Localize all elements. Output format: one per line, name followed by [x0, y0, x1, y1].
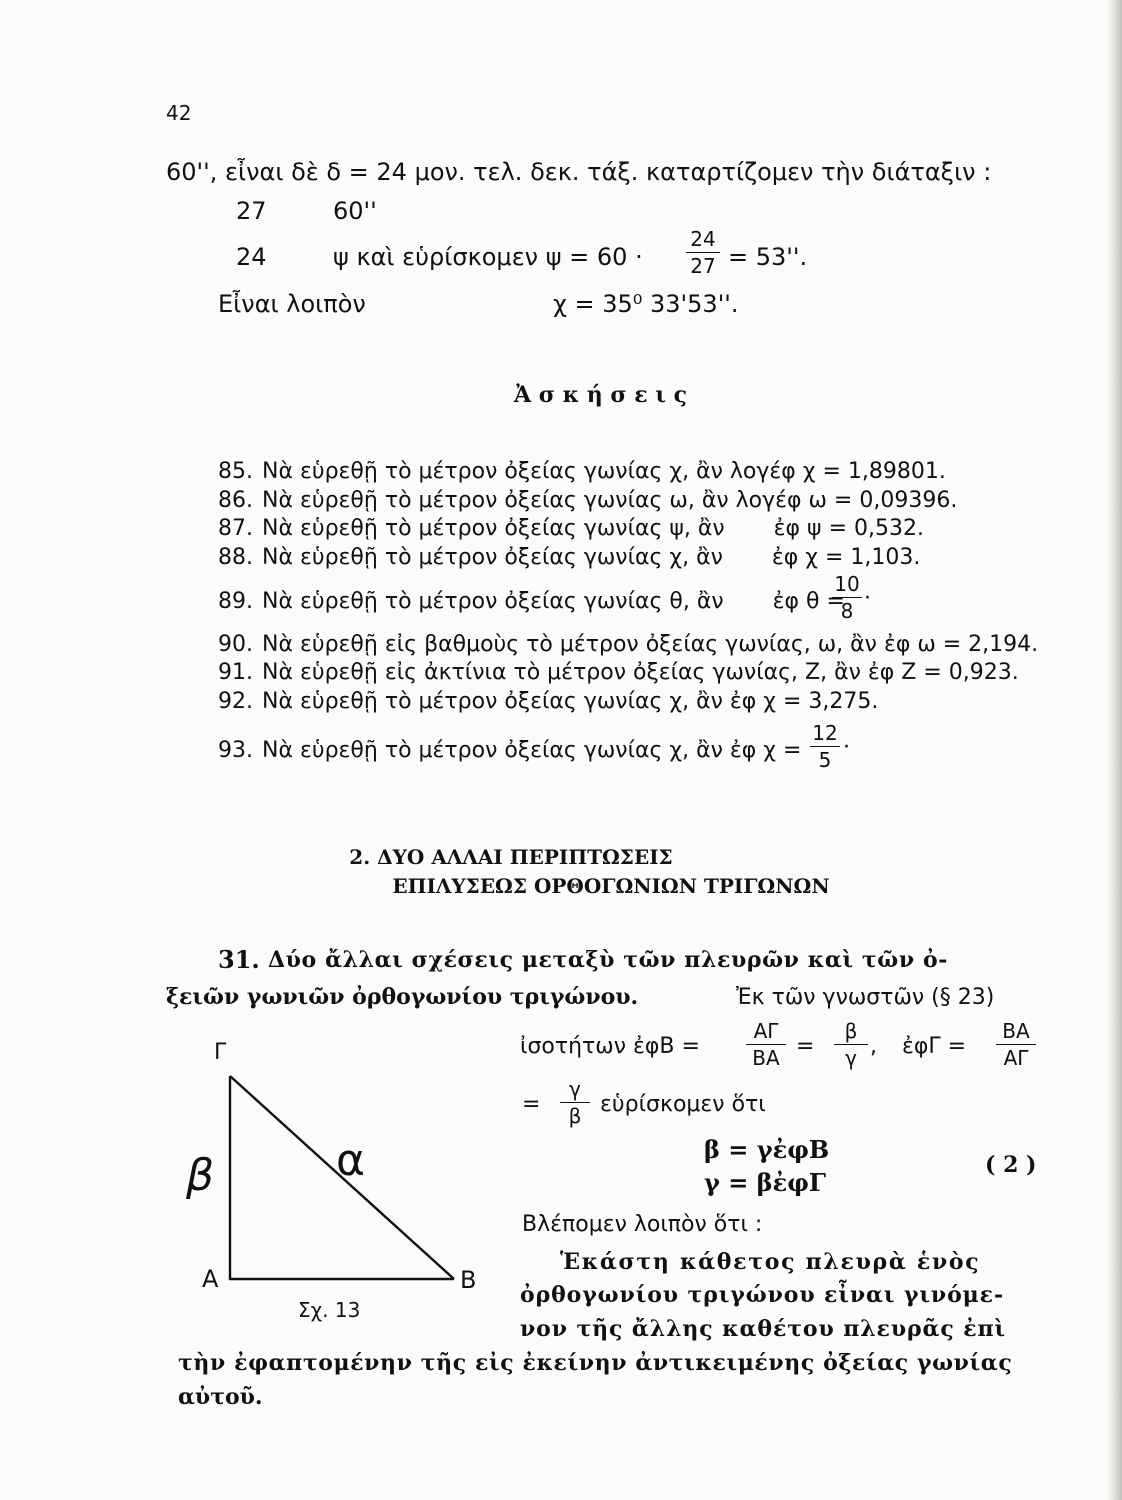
section-title-line1: 2. ΔΥΟ ΑΛΛΑΙ ΠΕΡΙΠΤΩΣΕΙΣ	[349, 845, 673, 869]
formula-beta: β = γἐφΒ	[704, 1135, 830, 1164]
exercise-text: Νὰ εὑρεθῇ τὸ μέτρον ὀξείας γωνίας ψ, ἂν ἐφ ψ = 0,532.	[262, 516, 924, 541]
conclusion-intro: Βλέπομεν λοιπὸν ὅτι :	[522, 1212, 763, 1237]
fraction-numerator: 10	[834, 572, 860, 596]
intro-line: 60'', εἶναι δὲ δ = 24 μον. τελ. δεκ. τάξ. καταρτίζομεν τὴν διάταξιν :	[166, 158, 992, 186]
statement-line2: ὀρθογωνίου τριγώνου εἶναι γινόμε-	[520, 1282, 1004, 1308]
intro-row1-a: 27	[236, 197, 267, 225]
equation1-equals: =	[796, 1034, 815, 1059]
exercise-text: Νὰ εὑρεθῇ τὸ μέτρον ὀξείας γωνίας χ, ἂν ἐφ χ =	[262, 738, 802, 763]
statement-line1: Ἑκάστη κάθετος πλευρὰ ἑνὸς	[560, 1249, 981, 1275]
fraction-numerator: ΒΑ	[1002, 1019, 1030, 1043]
exercise-number: 87.	[218, 516, 253, 541]
side-beta-label: β	[186, 1150, 215, 1201]
exercise-number: 90.	[218, 632, 253, 657]
fraction-denominator: β	[568, 1104, 582, 1128]
equation1-label2: ἐφΓ =	[902, 1034, 967, 1059]
equation1-fraction3	[996, 1021, 1036, 1068]
fraction-denominator: ΒΑ	[752, 1046, 780, 1070]
exercise-number: 93.	[218, 738, 253, 763]
intro-row2-a: 24	[236, 243, 267, 271]
formula-gamma: γ = βἐφΓ	[704, 1168, 826, 1197]
intro-row3-a: Εἶναι λοιπὸν	[218, 290, 366, 318]
fraction-numerator: β	[844, 1019, 858, 1043]
paragraph-title-part2: ξειῶν γωνιῶν ὀρθογωνίου τριγώνου.	[166, 984, 639, 1010]
exercises-heading: Ἀ σ κ ή σ ε ι ς	[514, 382, 688, 408]
paragraph-title-part1: Δύο ἄλλαι σχέσεις μεταξὺ τῶν πλευρῶν καὶ τῶν ὀ-	[268, 947, 948, 973]
exercise-tail: ·	[864, 586, 871, 611]
exercise-text: Νὰ εὑρεθῇ εἰς ἀκτίνια τὸ μέτρον ὀξείας γωνίας, Ζ, ἂν ἐφ Ζ = 0,923.	[262, 660, 1019, 685]
vertex-a-label: Α	[202, 1265, 219, 1293]
fraction-denominator: 8	[840, 599, 854, 623]
exercise-text: Νὰ εὑρεθῇ εἰς βαθμοὺς τὸ μέτρον ὀξείας γωνίας, ω, ἂν ἐφ ω = 2,194.	[262, 632, 1039, 657]
exercise-text: Νὰ εὑρεθῇ τὸ μέτρον ὀξείας γωνίας ω, ἂν λογέφ ω = 0,09396.	[262, 488, 958, 513]
exercise-number: 85.	[218, 459, 253, 484]
exercise-tail: ·	[843, 735, 850, 760]
exercise-fraction	[832, 574, 862, 621]
fraction-denominator: 27	[690, 254, 716, 278]
paragraph-intro: Ἐκ τῶν γνωστῶν (§ 23)	[736, 985, 995, 1010]
exercise-number: 91.	[218, 660, 253, 685]
equation2-text: εὑρίσκομεν ὅτι	[600, 1092, 766, 1117]
fraction-numerator: ΑΓ	[753, 1019, 779, 1043]
statement-line5: αὐτοῦ.	[178, 1384, 263, 1410]
vertex-gamma-label: Γ	[214, 1040, 227, 1065]
statement-line4: τὴν ἐφαπτομένην τῆς εἰς ἐκείνην ἀντικειμένης ὀξείας γωνίας	[178, 1350, 1013, 1376]
exercise-number: 89.	[218, 589, 253, 614]
section-title-line2: ΕΠΙΛΥΣΕΩΣ ΟΡΘΟΓΩΝΙΩΝ ΤΡΙΓΩΝΩΝ	[392, 874, 830, 898]
equation1-comma: ,	[870, 1034, 877, 1059]
intro-fraction	[686, 229, 720, 276]
exercise-text: Νὰ εὑρεθῇ τὸ μέτρον ὀξείας γωνίας θ, ἂν ἐφ θ =	[262, 589, 845, 614]
exercise-number: 86.	[218, 488, 253, 513]
intro-row2-end: = 53''.	[728, 243, 808, 271]
equation2-equals: =	[522, 1092, 541, 1117]
paragraph-number: 31.	[218, 945, 260, 974]
exercise-number: 92.	[218, 689, 253, 714]
exercise-text: Νὰ εὑρεθῇ τὸ μέτρον ὀξείας γωνίας χ, ἂν ἐφ χ = 3,275.	[262, 689, 879, 714]
fraction-numerator: γ	[569, 1077, 581, 1101]
intro-row3-b: χ = 35⁰ 33'53''.	[553, 290, 739, 318]
intro-row1-b: 60''	[333, 197, 377, 225]
figure-caption: Σχ. 13	[298, 1298, 361, 1322]
exercise-text: Νὰ εὑρεθῇ τὸ μέτρον ὀξείας γωνίας χ, ἂν ἐφ χ = 1,103.	[262, 545, 921, 570]
vertex-b-label: Β	[460, 1266, 477, 1294]
fraction-denominator: γ	[845, 1046, 857, 1070]
equation1-fraction2	[834, 1021, 868, 1068]
statement-line3: νον τῆς ἄλλης καθέτου πλευρᾶς ἐπὶ	[520, 1316, 1007, 1342]
exercise-fraction	[810, 723, 840, 770]
equation1-label: ἰσοτήτων ἐφΒ =	[520, 1034, 700, 1059]
equation2-fraction	[560, 1079, 590, 1126]
page-edge-shadow	[1108, 0, 1122, 1500]
fraction-denominator: ΑΓ	[1003, 1046, 1029, 1070]
fraction-denominator: 5	[818, 748, 832, 772]
side-alpha-label: α	[336, 1135, 366, 1186]
page-number: 42	[166, 101, 192, 125]
equation1-fraction1	[746, 1021, 786, 1068]
intro-row2-b: ψ καὶ εὑρίσκομεν ψ = 60 ·	[333, 243, 643, 271]
fraction-numerator: 12	[812, 721, 838, 745]
fraction-numerator: 24	[690, 227, 716, 251]
exercise-number: 88.	[218, 545, 253, 570]
exercise-text: Νὰ εὑρεθῇ τὸ μέτρον ὀξείας γωνίας χ, ἂν λογέφ χ = 1,89801.	[262, 459, 946, 484]
formula-number: ( 2 )	[985, 1152, 1037, 1178]
